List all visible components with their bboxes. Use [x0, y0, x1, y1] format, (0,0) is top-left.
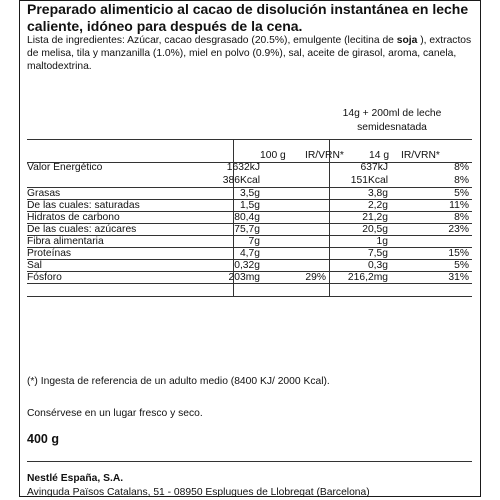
table-row — [27, 200, 472, 212]
value-per-100g: 1,5g — [239, 200, 260, 211]
serving-line-2: semidesnatada — [357, 121, 427, 133]
ir-per-serving: 31% — [448, 272, 469, 283]
value-per-100g: 4,7g — [239, 248, 260, 259]
table-row — [27, 272, 472, 284]
ir-per-serving: 11% — [449, 200, 469, 211]
serving-line-1: 14g + 200ml de leche — [342, 108, 442, 119]
header-ir-serving: IR/VRN* — [401, 150, 440, 161]
ir-per-serving: 8% — [454, 212, 469, 223]
header-per-100g: 100 g — [260, 150, 286, 161]
table-bottom-rule — [27, 296, 472, 297]
net-weight: 400 g — [27, 432, 59, 446]
ir-per-serving: 8% — [454, 162, 469, 173]
value-per-serving: 637kJ — [360, 162, 388, 173]
value-per-100g: 75,7g — [234, 224, 260, 235]
value-per-100g: 0,32g — [234, 260, 260, 271]
value-per-serving: 20,5g — [362, 224, 388, 235]
nutrient-label: De las cuales: saturadas — [27, 200, 140, 211]
serving-description — [322, 107, 462, 134]
header-ir-100g: IR/VRN* — [305, 150, 344, 161]
ir-per-100g: 29% — [305, 272, 326, 283]
nutrient-label: Grasas — [27, 188, 61, 199]
storage-instructions: Consérvese en un lugar fresco y seco. — [27, 408, 203, 419]
ir-per-serving: 23% — [448, 224, 469, 235]
ingredients-text-start: Lista de ingredientes: Azúcar, cacao desgrasado (20.5%), emulgente (lecitina de — [27, 35, 397, 46]
table-row — [27, 260, 472, 272]
ingredients-text-end: ), extractos de melisa, tila y manzanilla (1.0%), miel en polvo (0.9%), sal, aceite de girasol, aroma, canela, maltodextrina. — [27, 35, 472, 73]
value-per-serving: 7,5g — [367, 248, 388, 259]
ingredients-list — [27, 34, 472, 74]
ir-per-serving: 8% — [454, 175, 469, 186]
product-title: Preparado alimenticio al cacao de disolución instantánea en leche caliente, idóneo para después de la cena. — [27, 1, 469, 34]
ir-per-serving: 5% — [454, 188, 469, 199]
value-per-100g: 80,4g — [234, 212, 260, 223]
nutrient-label: Fibra alimentaria — [27, 236, 104, 247]
nutrient-label: Fósforo — [27, 272, 62, 283]
nutrient-label: De las cuales: azúcares — [27, 224, 137, 235]
value-per-100g: 203mg — [228, 272, 260, 283]
table-row — [27, 236, 472, 248]
value-per-serving: 21,2g — [362, 212, 388, 223]
table-top-rule — [27, 139, 472, 140]
value-per-100g: 1632kJ — [226, 162, 260, 173]
value-per-serving: 2,2g — [367, 200, 388, 211]
value-per-serving: 216,2mg — [347, 272, 388, 283]
table-row — [27, 162, 472, 174]
ir-per-serving: 15% — [448, 248, 469, 259]
value-per-100g: 3,5g — [239, 188, 260, 199]
table-row — [27, 248, 472, 260]
company-name: Nestlé España, S.A. — [27, 473, 124, 484]
value-per-serving: 3,8g — [367, 188, 388, 199]
table-row — [27, 188, 472, 200]
value-per-serving: 0,3g — [367, 260, 388, 271]
company-address: Avinguda Països Catalans, 51 - 08950 Esplugues de Llobregat (Barcelona) — [27, 487, 370, 498]
value-per-serving: 1g — [376, 236, 388, 247]
table-header — [27, 150, 472, 162]
table-row — [27, 212, 472, 224]
nutrient-label: Proteínas — [27, 248, 72, 259]
header-per-serving: 14 g — [369, 150, 390, 161]
value-per-100g: 7g — [248, 236, 260, 247]
nutrient-label: Valor Energético — [27, 162, 103, 173]
nutrient-label: Sal — [27, 260, 42, 271]
table-row — [27, 175, 472, 187]
value-per-100g: 386Kcal — [222, 175, 260, 186]
ir-per-serving: 5% — [454, 260, 469, 271]
nutrient-label: Hidratos de carbono — [27, 212, 120, 223]
allergen-text: soja — [396, 35, 418, 46]
reference-intake-note: (*) Ingesta de referencia de un adulto medio (8400 KJ/ 2000 Kcal). — [27, 376, 330, 387]
value-per-serving: 151Kcal — [350, 175, 388, 186]
table-row — [27, 224, 472, 236]
footer-rule — [27, 461, 472, 462]
